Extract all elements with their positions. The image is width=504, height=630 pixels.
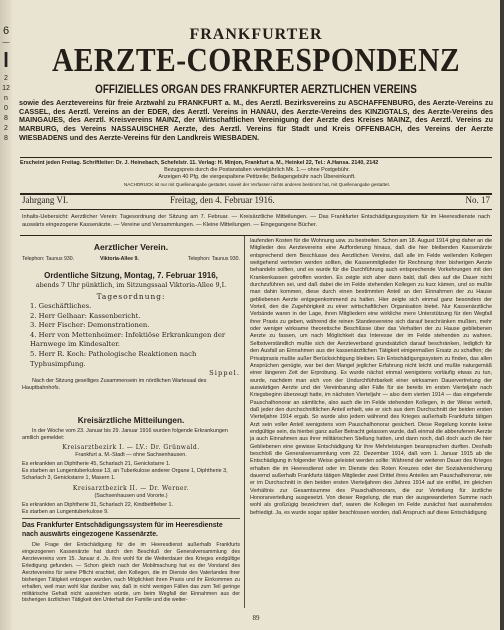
- after-meeting-note: Nach der Sitzung geselliges Zusammensein im nördlichen Wartesaal des Hauptbahnhofs.: [22, 378, 207, 392]
- verein-contact-row: [22, 255, 240, 264]
- kreis2-cases: Es erkrankten an Diphtherie 31, Scharlach 22, Kindbettfieber 1.: [22, 502, 174, 508]
- signature: Sippel.: [209, 369, 240, 378]
- agenda-item: 2. Herr Gelhaar: Kassenbericht.: [30, 311, 141, 320]
- agenda-list: [22, 302, 240, 369]
- binding-char: 8: [4, 135, 8, 142]
- agenda-item: 5. Herr R. Koch: Pathologische Reaktionen nach Typhusimpfung.: [30, 349, 197, 368]
- agenda-heading: Tagesordnung:: [96, 292, 166, 301]
- book-binding-edge: [0, 0, 12, 630]
- reprint-line: NACHDRUCK ist nur mit Quellenangabe gestattet, soweit der Verfasser nichts anderes bestimmt hat, mit Quellenangabe gestattet.: [123, 182, 391, 187]
- masthead-subtitle: OFFIZIELLES ORGAN DES FRANKFURTER AERZTLICHEN VEREINS: [95, 84, 417, 96]
- divider: [20, 209, 492, 210]
- publication-info: [20, 160, 494, 188]
- binding-char: 0: [4, 105, 8, 112]
- publication-line: Erscheint jeden Freitag. Schriftleiter: Dr. J. Heinebach, Schefelstr. 11. Verlag: H. Minjon, Frankfurt a. M., Heinkel 22, Tel.: A.Hansa. 2140, 2142: [20, 160, 379, 166]
- newspaper-page: [12, 0, 500, 630]
- advert-line: Anzeigen 40 Pfg. die viergespaltene Petitzeile; Beilagengebühr nach Übereinkunft.: [158, 174, 356, 180]
- associations-list: sowie des Aerztevereins für freie Arztwahl zu FRANKFURT a. M., des Aerztl. Bezirksvereins zu ASCHAFFENBURG, des Aerzte-Vereins zu CASSEL, des Aerztl. Vereins an der EDER, des Aerztl. Vereins in HANAU, des Aerzte-Vereins des KINZIGTALS, des Aerzte-Vereins des MAINGAUES, des Aerztl. Kreisvereins MAINZ, der Wirtschaftlichen Vereinigung der Aerzte des Kreises MAINZ, des Aerztl. Vereins zu MARBURG, des Vereins NASSAUISCHER Aerzte, des Aerztl. Vereins für Stadt und Kreis OFFENBACH, des Vereins der Aerzte WIESBADENS und des Aerzte-Vereins für den Landkreis WIESBADEN.: [19, 98, 493, 142]
- divider: [20, 157, 492, 158]
- binding-char: 2: [4, 125, 8, 132]
- agenda-item: 1. Geschäftliches.: [30, 302, 92, 310]
- kreis-section: [22, 416, 240, 516]
- page-number: 89: [252, 614, 260, 622]
- kreis-intro: In der Woche vom 23. Januar bis 29. Januar 1916 wurden folgende Erkrankungen amtlich gemeldet:: [22, 428, 228, 441]
- verein-address: Viktoria-Allee 9.: [100, 256, 139, 262]
- kreis2-deaths: Es starben an Lungentuberkulose 9.: [22, 509, 109, 515]
- kreis1-title: Kreisarztbezirk I. — LV.: Dr. Grünwald.: [62, 444, 200, 451]
- masthead-title: AERZTE-CORRESPONDENZ: [51, 42, 461, 79]
- kreis-heading: Kreisärztliche Mitteilungen.: [77, 416, 185, 425]
- verein-section: [22, 242, 240, 392]
- agenda-item: 4. Herr von Mettenheimer: Infektiöse Erkrankungen der Harnwege im Kindesalter.: [30, 330, 226, 349]
- verein-heading: Aerztlicher Verein.: [93, 242, 169, 252]
- binding-char: —: [2, 39, 10, 46]
- issue-info-row: [22, 195, 490, 209]
- subscription-line: Bezugspreis durch die Postanstalten vierteljährlich Mk. 1.— ohne Postgebühr.: [164, 167, 350, 173]
- binding-char: 12: [2, 85, 10, 92]
- divider: [22, 518, 240, 519]
- kreis2-title: Kreisarztbezirk II. — Dr. Werner.: [72, 485, 190, 492]
- issue-number: No. 17: [465, 195, 490, 205]
- binding-margin-text: [1, 24, 11, 144]
- sitzung-time: abends 7 Uhr pünktlich, im Sitzungssaal Viktoria-Allee 9,I.: [35, 281, 227, 289]
- sitzung-heading: Ordentliche Sitzung, Montag, 7. Februar 1916,: [44, 271, 218, 280]
- agenda-item: 3. Herr Fischer: Demonstrationen.: [30, 321, 150, 330]
- binding-char: 2: [4, 75, 8, 82]
- kreis1-subtitle: Frankfurt a. M.-Stadt — ohne Sachsenhausen.: [75, 452, 187, 458]
- article-section: [22, 518, 240, 604]
- binding-char: 6: [2, 25, 10, 37]
- article-text: Die Frage der Entschädigung für die im Heeresdienst außerhalb Frankfurts eingezogenen Kassenärzte hat durch den Beschluß der Generalversammlung des Aerztevereins vom 15. Januar d. Js. ihre wohl für die Weiterdauer des Krieges endgültige Erledigung gefunden. — Schon gleich nach der Mobilmachung hat es der Vorstand des Aerztevereins für seine Pflicht erachtet, den Kollegen, die im Dienste des Vaterlandes ihrer bisherigen Tätigkeit entzogen wurden, nach Möglichkeit ihren Praxis und ihr Einkommen zu erhalten, weil man wohl klar darüber war, daß in nicht wenigen Fällen das zum Teil geringe militärische Gehalt nicht ausreichen würde, um beim Wegfall der Einnahmen aus der bisherigen ärztlichen Tätigkeit den Unterhalt der Familie und die weiter-: [22, 542, 240, 604]
- verein-phone-right: Telephon: Taunus 930.: [187, 256, 240, 262]
- divider: [20, 235, 492, 236]
- column-divider: [244, 236, 245, 608]
- issue-date: Freitag, den 4. Februar 1916.: [170, 195, 275, 205]
- table-of-contents: Inhalts-Uebersicht: Aerztlicher Verein: Tagesordnung der Sitzung am 7. Februar. — Kreisärztliche Mitteilungen. — Das Frankfurter Entschädigungssystem für im Heeresdienste nach auswärts eingezogene Kassenärzte. — Vereine und Versammlungen. — Kleine Mitteilungen. — Eingegangene Bücher.: [22, 214, 490, 228]
- article-continuation: laufenden Kosten für die Wohnung usw. zu bestreiten. Schon am 18. August 1914 ging daher an die Mitglieder des Aerztevereins eine Aufforderung hinaus, daß die hier bleibenden Kassenärzte entsprechend dem Beschlusse des Aerztlichen Vereins, daß alle im Felde weilenden Kollegen weitgehend vertreten werden sollten, die Kassenmitglieder für Rechnung ihrer bisherigen Aerzte behandeln sollten, und es wurde für die Durchführung auch entsprechende Vorkehrungen mit den Krankenkassen getroffen worden. Es zeigte sich aber dann bald, daß dies auf die Dauer nicht durchzuführen sei, und daß dabei die im Felde stehenden Kollegen zu kurz kämen, und so mußte man dahin kommen, diese durch einen bestimmten Anteil an den Einnahmen der zu Hause gebliebenen Aerzte entgegenkommend zu halten. Hier zeigte sich einmal ganz besonders der Vorteil, den die Zugehörigkeit zu einer wirtschaftlichen Organisation bietet. Nur Kassenärztliche Verbände waren in der Lage, ihren Mitgliedern eine wirkliche mere Unterstützung für den Wegfall ihrer Praxis zu geben, während die reinen Standesvereine sich darauf beschränken mußten, mehr oder weniger wirksame theoretische Beschlüsse über das Verhalten der zu Hause gebliebenen Aerzte zu fassen, um nach Möglichkeit das Interesse der im Felde stehenden zu wahren. Selbstverständlich mußte sich der Aerzteverband grundsätzlich darauf beschränken, lediglich für den Ausfall an Einnahmen aus der kassenärztlichen Tätigkeit einigermaßen Ersatz zu schaffen; die Privatpraxis mußte außer Berücksichtigung bleiben. Ein Entschädigungssystem zu finden, das allen Ansprüchen genügte, war bei den Mangel jeglicher Erfahrung nicht leicht und mußte naturgemäß einer längeren Zeit der Erprobung. Es wurde nächst einmal wenigstens vorläufig etwas zu tun, wurde, nachdem man sich von der Undurchführbarkeit einer wirksamen Dauervertretung der auswärtigen Aerzte und der Vereinbarung aller Fälle für sie bereits im ersten Vierteljahr nach Kriegsbeginn überzeugt hatte, im nächsten Vierteljahr — also dem vierten 1914 — das eingehende Pauschalhonorar an sämtliche, also auch die im Felde stehenden Kollegen, in der Weise verteilt, daß jeder den durchschnittlichen Anteil erhielt, wie er sich aus dem Durchschnitt der beiden ersten Vierteljahre 1914 ergab. So wurde also jedem während des Krieges außerhalb Frankfurts tätigen Arzt sein voller Anteil wenigstens vom Pauschalhonorar gesichert. Diese Regelung konnte keine endgültige sein, da hierbei ganz außer Betracht gelassen wurde, daß einmal die abberufenen Aerzte ja auch Einnahmen aus ihrer militärischen Stellung hatten, und dann noch, daß doch auch die hier Gebliebenen eine gewisse Entschädigung für ihre Mehrleistungen beanspruchen durften. Deshalb beschloß die Generalversammlung vom 22. Dezember 1914, daß vom 1. Januar 1915 ab die Entschädigung in folgender Weise geleistet werden sollte: Während der weiteren Dauer des Krieges erhalten die im Heeresdienst oder im Dienste des Roten Kreuzes oder der Sozialversicherung dauernd außerhalb Frankfurts tätigen Mitglieder zwei Drittel ihres Anteiles am Pauschalhonorar, wie er im Durchschnitt in den beiden ersten Vierteljahren des Jahres 1914 auf sie entfiel, im gleichen Verhältnis zur Gesamtsumme des Pauschalhonorars, die zur Verteilung für ärztliche Honorarverteilung ausgesetzt. Von dieser Regelung, die man der ausgewanderten Summe nach wohl als großzügig bezeichnen darf, waren die Kollegen im Felde zunächst fast ausnahmslos befriedigt. Ja, es wurde sogar später beschlossen worden, daß Anspruch auf diese Entschädigung: [250, 238, 492, 516]
- masthead-top-line: FRANKFURTER: [189, 26, 323, 43]
- binding-char: l: [3, 50, 9, 72]
- binding-char: 8: [4, 115, 8, 122]
- kreis1-cases: Es erkrankten an Diphtherie 45, Scharlach 21, Genickstarre 1.: [22, 461, 171, 467]
- kreis2-subtitle: (Sachsenhausen und Vororte.): [94, 493, 168, 499]
- binding-char: n: [4, 95, 8, 102]
- kreis1-deaths: Es starben an Lungentuberkulose 13, an Tuberkulose anderer Organe 1, Diphtherie 3, Scharlach 3, Genickstarre 1, Masern 1.: [22, 468, 228, 481]
- volume-label: Jahrgang VI.: [22, 195, 69, 205]
- right-column: [250, 238, 492, 610]
- article-title: Das Frankfurter Entschädigungssystem für im Heeresdienste nach auswärts eingezogene Kassenärzte.: [22, 522, 223, 538]
- left-column: [22, 238, 240, 610]
- verein-phone-left: Telephon: Taunus 930.: [22, 256, 75, 262]
